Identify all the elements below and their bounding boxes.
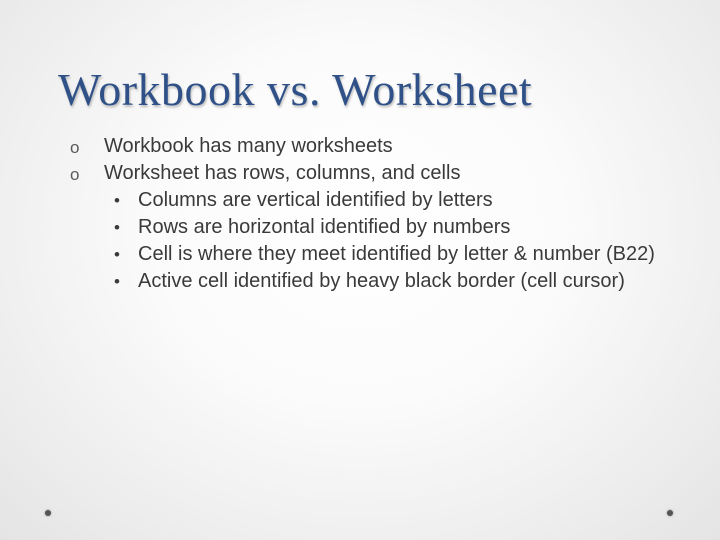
list-item-text: Active cell identified by heavy black border (cell cursor)	[138, 270, 625, 292]
sub-list-item	[70, 214, 670, 241]
list-item-text: Columns are vertical identified by letters	[138, 189, 493, 211]
pin-dot-icon	[667, 510, 673, 516]
list-item-text: Workbook has many worksheets	[104, 135, 393, 157]
list-item-text: Rows are horizontal identified by numbers	[138, 216, 511, 238]
dot-bullet-icon: •	[114, 272, 120, 291]
pin-dot-icon	[45, 510, 51, 516]
list-item-text: Cell is where they meet identified by letter & number (B22)	[138, 243, 655, 265]
list-item	[70, 160, 670, 187]
dot-bullet-icon: •	[114, 245, 120, 264]
sub-list-item	[70, 187, 670, 214]
bullet-list	[70, 133, 670, 295]
dot-bullet-icon: •	[114, 218, 120, 237]
list-item-text: Worksheet has rows, columns, and cells	[104, 162, 461, 184]
list-item	[70, 133, 670, 160]
sub-list-item	[70, 241, 670, 268]
sub-list-item	[70, 268, 670, 295]
circle-bullet-icon: o	[70, 165, 80, 184]
circle-bullet-icon: o	[70, 138, 80, 157]
slide-title: Workbook vs. Worksheet	[58, 64, 533, 115]
dot-bullet-icon: •	[114, 191, 120, 210]
